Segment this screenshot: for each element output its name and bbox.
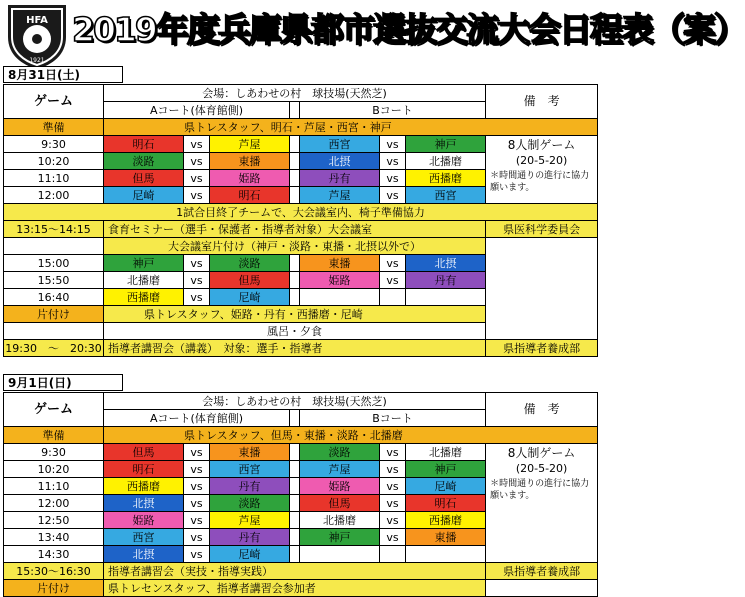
team-cell: 北播磨 xyxy=(406,153,486,170)
match-time: 11:10 xyxy=(4,478,104,495)
match-time: 12:00 xyxy=(4,495,104,512)
prep-label: 準備 xyxy=(4,119,104,136)
header-remarks: 備 考 xyxy=(486,85,598,119)
team-cell: 東播 xyxy=(300,255,380,272)
team-cell: 但馬 xyxy=(210,272,290,289)
notes-line1: 8人制ゲーム xyxy=(507,138,576,152)
team-cell: 尼崎 xyxy=(406,478,486,495)
team-cell: 但馬 xyxy=(104,444,184,461)
cleanup-label: 片付け xyxy=(4,580,104,597)
team-cell: 東播 xyxy=(210,153,290,170)
vs-label: vs xyxy=(380,495,406,512)
day2-schedule-table xyxy=(3,392,598,597)
header-court-a: Aコート(体育館側) xyxy=(104,410,290,427)
vs-label: vs xyxy=(184,272,210,289)
team-cell: 神戸 xyxy=(104,255,184,272)
team-cell: 尼崎 xyxy=(104,187,184,204)
day1-schedule-table xyxy=(3,84,598,357)
header-court-b: Bコート xyxy=(300,102,486,119)
lecture-text: 指導者講習会（講義） 対象：選手・指導者 xyxy=(104,340,486,357)
team-cell: 西宮 xyxy=(210,461,290,478)
hfa-logo xyxy=(2,1,72,71)
header-court-b: Bコート xyxy=(300,410,486,427)
vs-label: vs xyxy=(380,444,406,461)
vs-label: vs xyxy=(184,444,210,461)
team-cell: 姫路 xyxy=(210,170,290,187)
cleanup-room-row: 大会議室片付け（神戸・淡路・東播・北摂以外で） xyxy=(104,238,486,255)
logo-text: HFA xyxy=(26,15,48,26)
vs-label: vs xyxy=(380,461,406,478)
team-cell: 西播磨 xyxy=(406,512,486,529)
team-cell: 明石 xyxy=(104,136,184,153)
logo-year: 1921 xyxy=(29,57,45,64)
match-time: 13:40 xyxy=(4,529,104,546)
seminar-text: 食育セミナー（選手・保護者・指導者対象）大会議室 xyxy=(104,221,486,238)
prep-text: 県トレスタッフ、但馬・東播・淡路・北播磨 xyxy=(104,427,598,444)
team-cell: 北摂 xyxy=(104,495,184,512)
match-time: 9:30 xyxy=(4,136,104,153)
day2-date: 9月1日(日) xyxy=(3,374,123,391)
vs-label: vs xyxy=(380,187,406,204)
team-cell: 尼崎 xyxy=(210,546,290,563)
team-cell: 明石 xyxy=(210,187,290,204)
header-game: ゲーム xyxy=(4,393,104,427)
team-cell: 西播磨 xyxy=(104,478,184,495)
match-time: 15:50 xyxy=(4,272,104,289)
day1-notes xyxy=(486,136,598,204)
team-cell: 明石 xyxy=(406,495,486,512)
day1-date: 8月31日(土) xyxy=(3,66,123,83)
header-game: ゲーム xyxy=(4,85,104,119)
notes-line1: 8人制ゲーム xyxy=(507,446,576,460)
team-cell: 淡路 xyxy=(210,255,290,272)
lecture-note: 県指導者養成部 xyxy=(486,340,598,357)
vs-label: vs xyxy=(380,255,406,272)
team-cell: 北播磨 xyxy=(406,444,486,461)
team-cell: 神戸 xyxy=(406,136,486,153)
notes-line2: (20-5-20) xyxy=(515,154,568,167)
team-cell: 但馬 xyxy=(104,170,184,187)
prep-label: 準備 xyxy=(4,427,104,444)
notes-line2: (20-5-20) xyxy=(515,462,568,475)
vs-label: vs xyxy=(184,461,210,478)
team-cell: 神戸 xyxy=(406,461,486,478)
header-court-a: Aコート(体育館側) xyxy=(104,102,290,119)
vs-label: vs xyxy=(380,170,406,187)
vs-label: vs xyxy=(184,529,210,546)
team-cell: 西宮 xyxy=(300,136,380,153)
lecture-time: 19:30 ～ 20:30 xyxy=(5,341,102,355)
cleanup-text: 県トレスタッフ、姫路・丹有・西播磨・尼崎 xyxy=(104,306,486,323)
team-cell: 丹有 xyxy=(210,529,290,546)
team-cell: 東播 xyxy=(406,529,486,546)
vs-label: vs xyxy=(184,478,210,495)
seminar-time: 13:15～14:15 xyxy=(4,221,104,238)
team-cell: 芦屋 xyxy=(210,136,290,153)
notes-line3: ＊時間通りの進行に協力願います。 xyxy=(490,479,590,501)
vs-label: vs xyxy=(380,136,406,153)
match-row xyxy=(4,444,598,461)
vs-label: vs xyxy=(184,255,210,272)
team-cell: 北播磨 xyxy=(104,272,184,289)
team-cell: 芦屋 xyxy=(300,461,380,478)
team-cell: 姫路 xyxy=(104,512,184,529)
team-cell: 淡路 xyxy=(104,153,184,170)
match-time: 9:30 xyxy=(4,444,104,461)
match-time: 10:20 xyxy=(4,461,104,478)
team-cell: 北摂 xyxy=(406,255,486,272)
prep-text: 県トレスタッフ、明石・芦屋・西宮・神戸 xyxy=(104,119,598,136)
team-cell: 北播磨 xyxy=(300,512,380,529)
lecture-text: 指導者講習会（実技・指導実践） xyxy=(104,563,486,580)
vs-label: vs xyxy=(380,529,406,546)
cleanup-text: 県トレセンスタッフ、指導者講習会参加者 xyxy=(104,580,486,597)
vs-label: vs xyxy=(380,272,406,289)
match-time: 10:20 xyxy=(4,153,104,170)
vs-label: vs xyxy=(184,495,210,512)
team-cell: 尼崎 xyxy=(210,289,290,306)
header-venue: 会場：しあわせの村 球技場(天然芝) xyxy=(104,85,486,102)
team-cell: 西播磨 xyxy=(104,289,184,306)
cleanup-label: 片付け xyxy=(4,306,104,323)
lecture-time: 15:30～16:30 xyxy=(4,563,104,580)
team-cell: 北摂 xyxy=(104,546,184,563)
notes-line3: ＊時間通りの進行に協力願います。 xyxy=(490,171,590,193)
team-cell: 淡路 xyxy=(300,444,380,461)
vs-label: vs xyxy=(184,289,210,306)
vs-label: vs xyxy=(380,153,406,170)
team-cell: 丹有 xyxy=(406,272,486,289)
team-cell: 芦屋 xyxy=(300,187,380,204)
team-cell: 姫路 xyxy=(300,272,380,289)
vs-label: vs xyxy=(380,512,406,529)
team-cell: 但馬 xyxy=(300,495,380,512)
team-cell: 芦屋 xyxy=(210,512,290,529)
team-cell: 西播磨 xyxy=(406,170,486,187)
vs-label: vs xyxy=(380,478,406,495)
match-time: 16:40 xyxy=(4,289,104,306)
vs-label: vs xyxy=(184,170,210,187)
team-cell: 北摂 xyxy=(300,153,380,170)
match-time: 14:30 xyxy=(4,546,104,563)
team-cell: 西宮 xyxy=(104,529,184,546)
lecture-note: 県指導者養成部 xyxy=(486,563,598,580)
vs-label: vs xyxy=(184,136,210,153)
header-remarks: 備 考 xyxy=(486,393,598,427)
match-time: 11:10 xyxy=(4,170,104,187)
header-venue: 会場：しあわせの村 球技場(天然芝) xyxy=(104,393,486,410)
match-row xyxy=(4,136,598,153)
vs-label: vs xyxy=(184,187,210,204)
vs-label: vs xyxy=(184,512,210,529)
team-cell: 丹有 xyxy=(300,170,380,187)
match-time: 12:00 xyxy=(4,187,104,204)
vs-label: vs xyxy=(184,153,210,170)
bath-row: 風呂・夕食 xyxy=(104,323,486,340)
team-cell: 明石 xyxy=(104,461,184,478)
vs-label: vs xyxy=(184,546,210,563)
team-cell: 淡路 xyxy=(210,495,290,512)
page-title: 2019年度兵庫県都市選抜交流大会日程表（案） xyxy=(72,10,745,49)
team-cell: 丹有 xyxy=(210,478,290,495)
seminar-note: 県医科学委員会 xyxy=(486,221,598,238)
team-cell: 神戸 xyxy=(300,529,380,546)
match-time: 15:00 xyxy=(4,255,104,272)
announce-row: 1試合目終了チームで、大会議室内、椅子準備協力 xyxy=(4,204,598,221)
team-cell: 姫路 xyxy=(300,478,380,495)
match-time: 12:50 xyxy=(4,512,104,529)
team-cell: 東播 xyxy=(210,444,290,461)
team-cell: 西宮 xyxy=(406,187,486,204)
day2-notes xyxy=(486,444,598,563)
